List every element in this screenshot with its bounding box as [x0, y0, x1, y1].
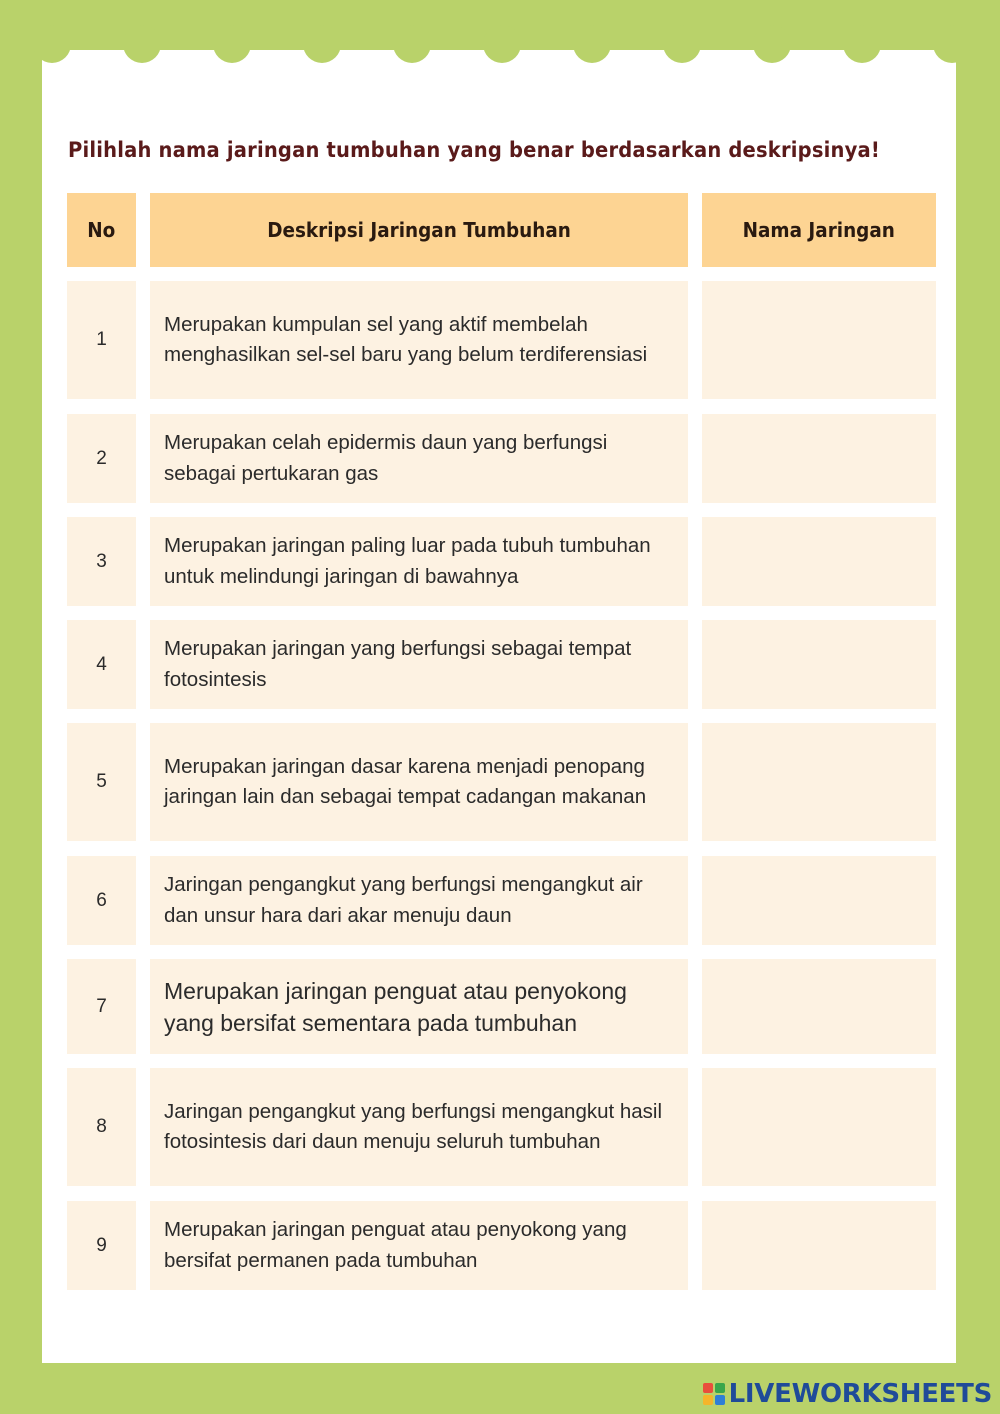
row-description: Jaringan pengangkut yang berfungsi mengangkut hasil fotosintesis dari daun menuju seluruh tumbuhan [150, 1068, 688, 1186]
row-number: 7 [67, 959, 136, 1054]
scallop-dot [573, 25, 611, 63]
answer-field[interactable] [702, 856, 936, 945]
answer-field[interactable] [702, 414, 936, 503]
row-number: 3 [67, 517, 136, 606]
row-description: Jaringan pengangkut yang berfungsi mengangkut air dan unsur hara dari akar menuju daun [150, 856, 688, 945]
row-description: Merupakan jaringan dasar karena menjadi penopang jaringan lain dan sebagai tempat cadangan makanan [150, 723, 688, 841]
answer-field[interactable] [702, 1068, 936, 1186]
scallop-dot [123, 25, 161, 63]
header-description: Deskripsi Jaringan Tumbuhan [150, 193, 688, 267]
answer-field[interactable] [702, 723, 936, 841]
answer-field[interactable] [702, 281, 936, 399]
header-no: No [67, 193, 136, 267]
liveworksheets-logo-icon [703, 1383, 725, 1405]
scallop-dot [303, 25, 341, 63]
row-description: Merupakan jaringan yang berfungsi sebagai tempat fotosintesis [150, 620, 688, 709]
scallop-dot [843, 25, 881, 63]
row-description: Merupakan jaringan penguat atau penyokong yang bersifat permanen pada tumbuhan [150, 1201, 688, 1290]
answer-field[interactable] [702, 959, 936, 1054]
scallop-dot [753, 25, 791, 63]
row-description: Merupakan kumpulan sel yang aktif membelah menghasilkan sel-sel baru yang belum terdiferensiasi [150, 281, 688, 399]
answer-field[interactable] [702, 1201, 936, 1290]
row-number: 4 [67, 620, 136, 709]
row-description: Merupakan celah epidermis daun yang berfungsi sebagai pertukaran gas [150, 414, 688, 503]
row-number: 5 [67, 723, 136, 841]
scallop-dot [393, 25, 431, 63]
logo-text: LIVEWORKSHEETS [728, 1379, 992, 1409]
row-number: 6 [67, 856, 136, 945]
row-number: 1 [67, 281, 136, 399]
scallop-dot [663, 25, 701, 63]
row-description: Merupakan jaringan penguat atau penyokong yang bersifat sementara pada tumbuhan [150, 959, 688, 1054]
answer-field[interactable] [702, 620, 936, 709]
scallop-dot [213, 25, 251, 63]
header-name: Nama Jaringan [702, 193, 936, 267]
row-description: Merupakan jaringan paling luar pada tubuh tumbuhan untuk melindungi jaringan di bawahnya [150, 517, 688, 606]
page-title: Pilihlah nama jaringan tumbuhan yang benar berdasarkan deskripsinya! [68, 138, 881, 162]
scallop-dot [483, 25, 521, 63]
row-number: 2 [67, 414, 136, 503]
scallop-dot [33, 25, 71, 63]
answer-field[interactable] [702, 517, 936, 606]
row-number: 9 [67, 1201, 136, 1290]
scallop-dot [933, 25, 971, 63]
liveworksheets-logo [703, 1379, 992, 1409]
row-number: 8 [67, 1068, 136, 1186]
